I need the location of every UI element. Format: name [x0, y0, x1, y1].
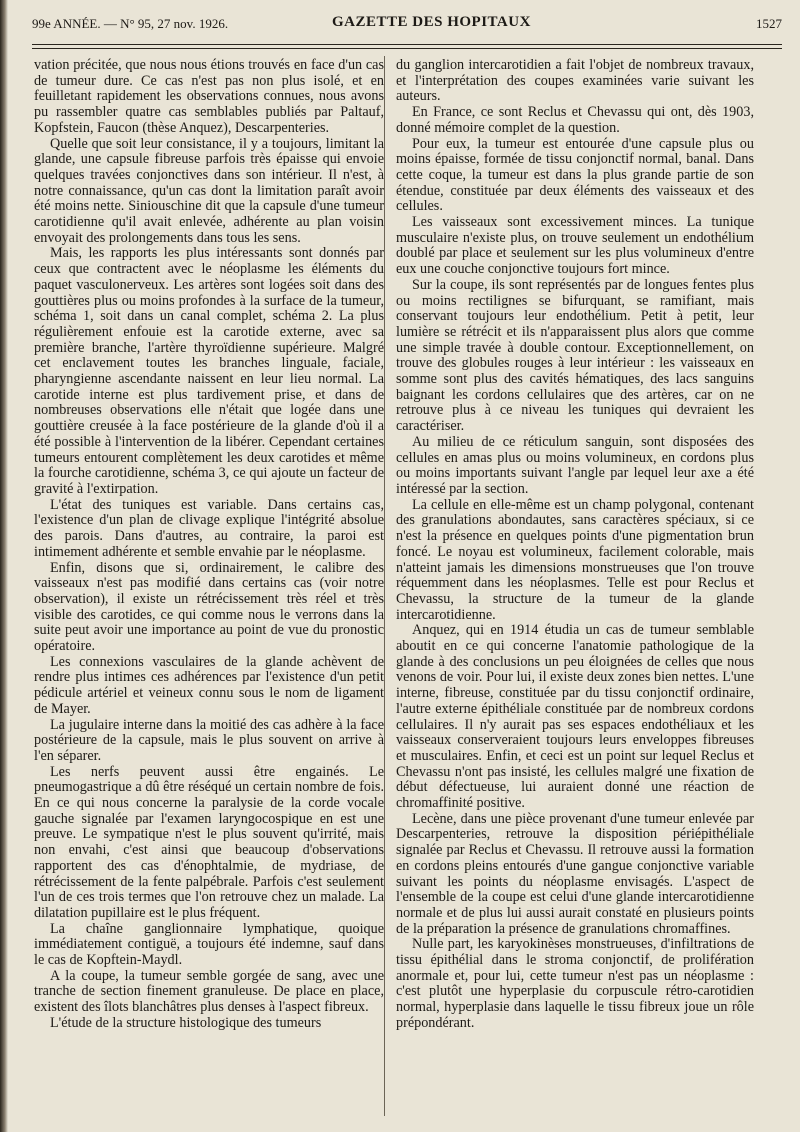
journal-title: GAZETTE DES HOPITAUX	[332, 14, 531, 30]
page-binding-edge	[0, 0, 8, 1132]
right-column	[396, 58, 754, 1032]
paragraph: Enfin, disons que si, ordinairement, le calibre des vaisseaux n'est pas modifié dans certains cas (voir notre observation), il existe un rétrécissement très réel et très visible des carotides, ce qui comme nous le verrons dans la suite peut avoir une importance au point de vue du pronostic opératoire.	[34, 559, 384, 655]
paragraph: A la coupe, la tumeur semble gorgée de sang, avec une tranche de section finement granuleuse. De place en place, existent des îlots blanchâtres plus denses à l'aspect fibreux.	[34, 967, 384, 1016]
paragraph: Au milieu de ce réticulum sanguin, sont disposées des cellules en amas plus ou moins volumineux, en cordons plus ou moins importants suivant l'angle par lequel leur axe a été intéressé par la section.	[396, 433, 754, 497]
paragraph: La chaîne ganglionnaire lymphatique, quoique immédiatement contiguë, a toujours été indemne, sauf dans le cas de Kopftein-Maydl.	[34, 920, 384, 969]
paragraph: Les vaisseaux sont excessivement minces. La tunique musculaire n'existe plus, on trouve seulement un endothélium doublé par place et seulement sur les plus volumineux d'entre eux une couche conjonctive toujours fort mince.	[396, 214, 754, 278]
paragraph: Nulle part, les karyokinèses monstrueuses, d'infiltrations de tissu épithélial dans le stroma conjonctif, de prolifération anormale et, pour lui, cette tumeur n'est pas un néoplasme : c'est plutôt une hyperplasie du corpuscule rétro-carotidien normal, hyperplasie dans laquelle le tissu fibreux joue un rôle prépondérant.	[396, 936, 754, 1031]
paragraph: Les nerfs peuvent aussi être engainés. Le pneumogastrique a dû être réséqué un certain nombre de fois. En ce qui nous concerne la paralysie de la corde vocale gauche signalée par l'examen laryngocospique en est une preuve. Le sympatique n'est le plus souvent qu'irrité, mais non envahi, c'est ainsi que beaucoup d'observations rapportent des cas d'énophtalmie, de mydriase, de rétrécissement de la fente palpébrale. Parfois c'est seulement l'un de ces trois termes que l'on retrouve chez un malade. La dilatation pupillaire est le plus fréquent.	[34, 763, 384, 921]
paragraph: Sur la coupe, ils sont représentés par de longues fentes plus ou moins rectilignes se bifurquant, se ramifiant, mais conservant toujours leur endothélium. Petit à petit, leur lumière se rétrécit et ils n'apparaissent plus alors que comme une simple travée à double contour. Exceptionnellement, on trouve des globules rouges à leur intérieur : les vaisseaux en somme sont plus des cavités hématiques, des lacs sanguins baignant les cordons cellulaires que des artères, car on ne retrouve plus à ce niveau les tuniques qui devraient les caractériser.	[396, 276, 754, 435]
paragraph: du ganglion intercarotidien a fait l'objet de nombreux travaux, et l'interprétation des coupes examinées varie suivant les auteurs.	[396, 57, 754, 105]
issue-info: 99e ANNÉE. — N° 95, 27 nov. 1926.	[32, 16, 229, 31]
paragraph: L'étude de la structure histologique des tumeurs	[50, 1014, 322, 1031]
paragraph: L'état des tuniques est variable. Dans certains cas, l'existence d'un plan de clivage explique l'intégrité absolue des parois. Dans d'autres, au contraire, la paroi est intimement adhérente et semble envahie par le néoplasme.	[34, 496, 384, 560]
paragraph: La jugulaire interne dans la moitié des cas adhère à la face postérieure de la capsule, mais le plus souvent on arrive à l'en séparer.	[34, 716, 384, 764]
paragraph: Lecène, dans une pièce provenant d'une tumeur enlevée par Descarpenteries, retrouve la disposition périépithéliale signalée par Reclus et Chevassu. Il retrouve aussi la formation en cordons pleins entourés d'une gangue conjonctive variable suivant les points du néoplasme envisagés. L'aspect de l'ensemble de la coupe est celui d'une glande intercarotidienne normale et de plus lui aussi aurait constaté en plusieurs points de la préparation la présence de granulations chromaffines.	[396, 810, 754, 937]
paragraph: En France, ce sont Reclus et Chevassu qui ont, dès 1903, donné mémoire complet de la question.	[396, 104, 754, 136]
column-divider	[384, 56, 385, 1116]
paragraph: Anquez, qui en 1914 étudia un cas de tumeur semblable aboutit en ce qui concerne l'anatomie pathologique de la glande à des conclusions un peu éloignées de celles que nous venons de voir. Pour lui, il existe deux zones bien nettes. L'une interne, fibreuse, constituée par du tissu conjonctif ordinaire, l'autre externe épithéliale constituée par de nombreux cordons cellulaires. Il n'y aurait pas ses espaces endothéliaux et les vaisseaux conserveraient toujours leurs enveloppes fibreuses et musculaires. Enfin, et ceci est un point sur lequel Reclus et Chevassu n'ont pas insisté, les cellules malgré une fixation de début défectueuse, lui auraient donné une réaction de chromaffinité positive.	[396, 622, 754, 812]
header-rule-thick	[32, 44, 782, 45]
paragraph: Les connexions vasculaires de la glande achèvent de rendre plus intimes ces adhérences par l'existence d'un petit pédicule artériel et veineux connu sous le nom de ligament de Mayer.	[34, 653, 384, 717]
paragraph: Pour eux, la tumeur est entourée d'une capsule plus ou moins épaisse, formée de tissu conjonctif normal, banal. Dans cette coque, la tumeur est dans la plus grande partie de son étendue, constituée par deux éléments des vaisseaux et des cellules.	[396, 135, 754, 215]
paragraph: Mais, les rapports les plus intéressants sont donnés par ceux que contractent avec le néoplasme les éléments du paquet vasculonerveux. Les artères sont logées soit dans des gouttières plus ou moins profondes à la surface de la tumeur, schéma 1, soit dans un canal complet, schéma 2. La plus régulièrement enfouie est la carotide externe, avec sa première branche, l'artère thyroïdienne supérieure. Malgré cet enclavement toutes les branches linguale, faciale, pharyngienne ascendante naissent en leur lieu normal. La carotide interne est plus tardivement prise, et dans de nombreuses observations elle n'était que logée dans une gouttière creusée à la face postérieure de la glande d'où il a été possible à l'intervention de la libérer. Cependant certaines tumeurs entourent complètement les deux carotides et même la fourche carotidienne, schéma 3, ce qui ajoute un facteur de gravité à l'extirpation.	[34, 245, 384, 497]
header-rule-thin	[32, 48, 782, 49]
paragraph: vation précitée, que nous nous étions trouvés en face d'un cas de tumeur dure. Ce cas n'est pas non plus isolé, et en feuilletant rapidement les observations connues, nous avons pu rassembler quatre cas semblables publiés par Paltauf, Kopfstein, Faucon (thèse Anquez), Descarpenteries.	[34, 57, 384, 136]
left-column	[34, 58, 384, 1032]
page-header	[32, 14, 782, 40]
paragraph: La cellule en elle-même est un champ polygonal, contenant des granulations abondautes, sans caractères spéciaux, si ce n'est la présence en quelques points d'une pigmentation brun foncé. Le noyau est volumineux, facilement colorable, mais n'atteint jamais les dimensions monstrueuses que l'on trouve réquemment dans les néoplasmes. Telle est pour Reclus et Chevassu, la structure de la tumeur de la glande intercarotidienne.	[396, 496, 754, 623]
page-number: 1527	[756, 16, 782, 31]
paragraph: Quelle que soit leur consistance, il y a toujours, limitant la glande, une capsule fibreuse parfois très épaisse qui envoie quelques travées conjonctives dans son intérieur. Il n'est, à notre connaissance, qu'un cas dont la limitation paraît avoir été moins nette. Siniouschine dit que la capsule d'une tumeur carotidienne qu'il avait enlevée, adhérente au plan voisin envoyait des prolongements dans tous les sens.	[34, 135, 384, 246]
